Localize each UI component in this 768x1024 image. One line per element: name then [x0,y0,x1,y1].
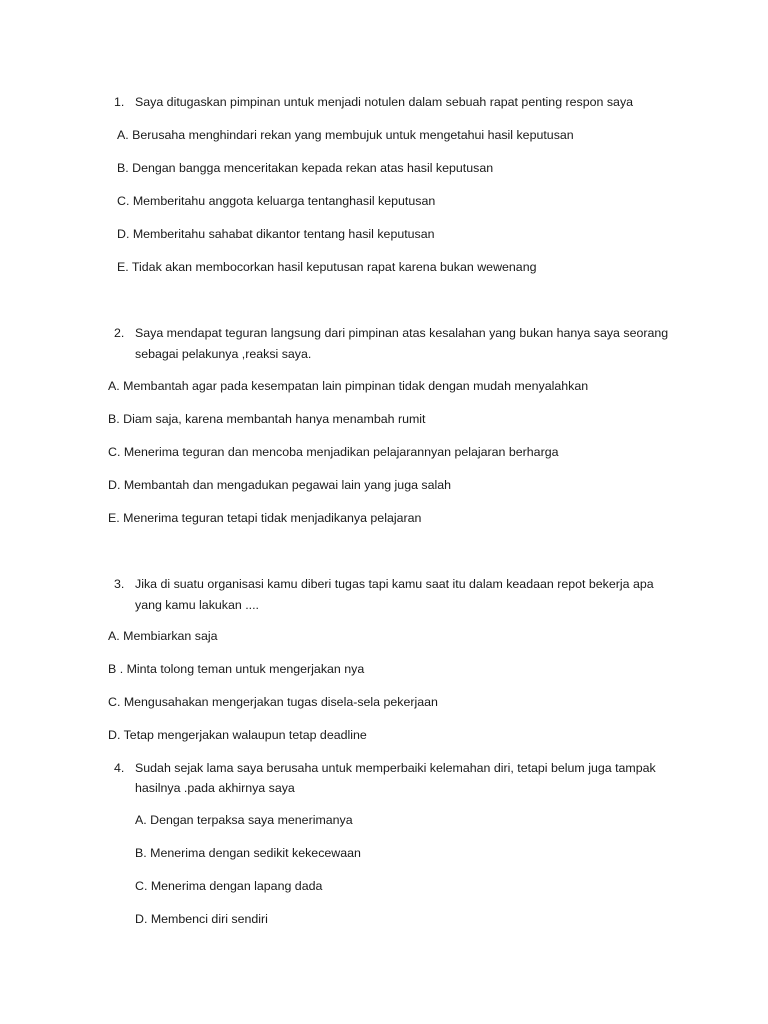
question-1-option-e: E. Tidak akan membocorkan hasil keputusan rapat karena bukan wewenang [117,260,537,274]
question-2-option-e: E. Menerima teguran tetapi tidak menjadikanya pelajaran [108,511,422,525]
question-3-text-line-1: Jika di suatu organisasi kamu diberi tugas tapi kamu saat itu dalam keadaan repot bekerja apa [135,577,654,591]
question-1-option-d: D. Memberitahu sahabat dikantor tentang hasil keputusan [117,227,435,241]
question-2-option-c: C. Menerima teguran dan mencoba menjadikan pelajarannyan pelajaran berharga [108,445,559,459]
question-1-number: 1. [114,95,125,109]
question-3-option-a: A. Membiarkan saja [108,629,218,643]
question-3-text-line-2: yang kamu lakukan .... [135,598,259,612]
question-4-option-b: B. Menerima dengan sedikit kekecewaan [135,846,361,860]
question-3-number: 3. [114,577,125,591]
question-4-text-line-1: Sudah sejak lama saya berusaha untuk memperbaiki kelemahan diri, tetapi belum juga tampak [135,761,656,775]
question-2-number: 2. [114,326,125,340]
question-2-text-line-1: Saya mendapat teguran langsung dari pimpinan atas kesalahan yang bukan hanya saya seorang [135,326,669,340]
question-4-number: 4. [114,761,125,775]
question-4-text-line-2: hasilnya .pada akhirnya saya [135,781,295,795]
question-1-option-c: C. Memberitahu anggota keluarga tentanghasil keputusan [117,194,436,208]
question-1-option-b: B. Dengan bangga menceritakan kepada rekan atas hasil keputusan [117,161,494,175]
question-4-option-a: A. Dengan terpaksa saya menerimanya [135,813,353,827]
question-3-option-b: B . Minta tolong teman untuk mengerjakan nya [108,662,365,676]
question-4-option-c: C. Menerima dengan lapang dada [135,879,323,893]
question-3-option-c: C. Mengusahakan mengerjakan tugas disela-sela pekerjaan [108,695,438,709]
question-3-option-d: D. Tetap mengerjakan walaupun tetap deadline [108,728,367,742]
question-1-option-a: A. Berusaha menghindari rekan yang membujuk untuk mengetahui hasil keputusan [117,128,574,142]
question-1-text: Saya ditugaskan pimpinan untuk menjadi notulen dalam sebuah rapat penting respon saya [135,95,634,109]
question-4-option-d: D. Membenci diri sendiri [135,912,268,926]
question-2-option-b: B. Diam saja, karena membantah hanya menambah rumit [108,412,426,426]
question-2-option-a: A. Membantah agar pada kesempatan lain pimpinan tidak dengan mudah menyalahkan [108,379,589,393]
question-2-option-d: D. Membantah dan mengadukan pegawai lain yang juga salah [108,478,452,492]
question-2-text-line-2: sebagai pelakunya ,reaksi saya. [135,347,312,361]
